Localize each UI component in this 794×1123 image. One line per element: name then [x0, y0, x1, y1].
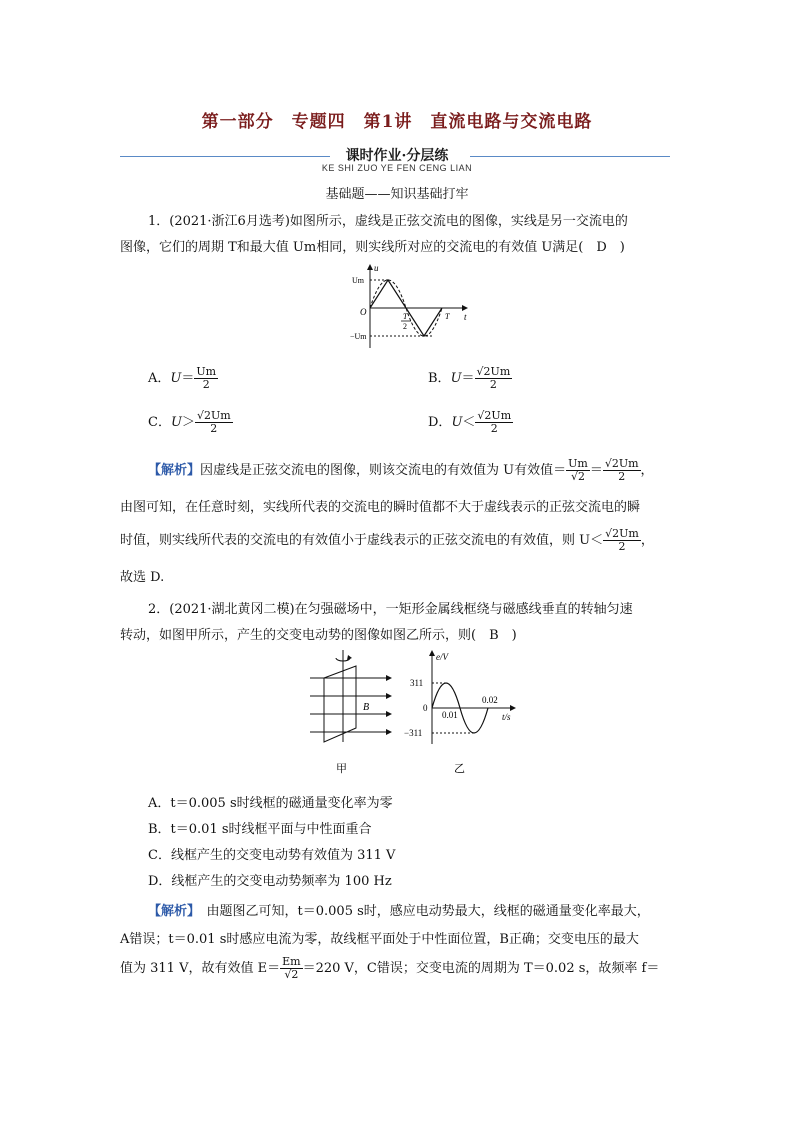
q1-analysis-tag: 【解析】 — [148, 463, 201, 478]
q1-t-label: T — [445, 312, 450, 321]
q2-field-arrow-icon-3 — [386, 711, 392, 717]
q1-axis-t-label: t — [464, 312, 467, 322]
q2-axis-t-label: t/s — [502, 712, 511, 722]
q2-analysis-line1: 【解析】 由题图乙可知，t＝0.005 s时，感应电动势最大，线框的磁通量变化率最大， — [148, 904, 650, 919]
q2-analysis-tag: 【解析】 — [148, 904, 194, 919]
q2-stem-line2: 转动，如图甲所示，产生的交变电动势的图像如图乙所示，则( B ) — [120, 628, 517, 643]
q1-analysis-line1: 【解析】因虚线是正弦交流电的图像，则该交流电的有效值为 U有效值＝ $\frac{Um}{√2}$ ＝ $\frac{√2Um}{2}$ ， — [148, 457, 654, 483]
q2-neg311-label: −311 — [404, 728, 423, 738]
q2-caption-jia: 甲 — [336, 763, 347, 775]
q2-analysis-line2: A错误；t＝0.01 s时感应电流为零，故线框平面处于中性面位置，B正确；交变电压的最大 — [120, 932, 639, 947]
q2-coil-frame — [324, 666, 356, 742]
q2-analysis-line3: 值为 311 V，故有效值 E＝ $\frac{Em}{√2}$ ＝220 V，C错误；交变电流的周期为 T＝0.02 s，故频率 f＝ — [120, 955, 660, 981]
q1-u-axis-arrow-icon — [367, 264, 373, 270]
q2-b-label: B — [363, 702, 370, 713]
q1-t-half-den: 2 — [403, 322, 407, 331]
q2-caption-yi: 乙 — [454, 763, 465, 775]
q1-stem-line2: 图像，它们的周期 T和最大值 Um相同，则实线所对应的交流电的有效值 U满足( D ) — [120, 240, 625, 255]
q2-e-axis-arrow-icon — [429, 650, 435, 656]
section-banner: 课时作业·分层练 — [345, 148, 449, 164]
q2-311-label: 311 — [410, 678, 424, 688]
q1-origin-label: O — [360, 307, 367, 317]
q1-t-axis-arrow-icon — [462, 305, 468, 311]
q2-t-axis-arrow-icon — [510, 705, 516, 711]
q2-coil-figure-jia — [306, 648, 396, 778]
q2-zero-label: 0 — [423, 703, 428, 713]
q1-analysis-line3: 时值，则实线所代表的交流电的有效值小于虚线表示的正弦交流电的有效值，则 U＜ $\frac{√2Um}{2}$ ， — [120, 527, 654, 553]
q1-waveform-figure — [350, 262, 470, 352]
section-heading: 基础题——知识基础打牢 — [325, 187, 469, 202]
q2-field-arrow-icon-1 — [386, 675, 392, 681]
page-title: 第一部分 专题四 第1讲 直流电路与交流电路 — [201, 112, 593, 132]
q2-t001-label: 0.01 — [442, 710, 458, 720]
q2-option-b: B．t＝0.01 s时线框平面与中性面重合 — [148, 822, 372, 837]
q1-option-d: D．U＜ $\frac{√2Um}{2}$ — [428, 409, 512, 435]
q2-emf-graph-yi — [398, 648, 528, 778]
q1-option-a: A．U＝ $\frac{Um}{2}$ — [148, 365, 217, 391]
q2-stem-line1: 2．(2021·湖北黄冈二模)在匀强磁场中，一矩形金属线框绕与磁感线垂直的转轴匀速 — [148, 602, 633, 617]
q2-axis-e-label: e/V — [436, 652, 448, 662]
q1-stem-line1: 1．(2021·浙江6月选考)如图所示，虚线是正弦交流电的图像，实线是另一交流电的 — [148, 214, 628, 229]
q1-analysis-line4: 故选 D. — [120, 570, 165, 585]
q1-option-b: B．U＝ $\frac{√2Um}{2}$ — [428, 365, 511, 391]
q1-axis-u-label: u — [374, 263, 379, 273]
q2-field-arrow-icon-2 — [386, 693, 392, 699]
q1-option-c: C．U＞ $\frac{√2Um}{2}$ — [148, 409, 231, 435]
q1-um-label: Um — [352, 276, 364, 285]
q1-neg-um-label: −Um — [350, 332, 367, 341]
q2-field-arrow-icon-4 — [386, 729, 392, 735]
q2-t002-label: 0.02 — [482, 695, 498, 705]
q2-option-a: A．t＝0.005 s时线框的磁通量变化率为零 — [148, 796, 393, 811]
q2-option-d: D．线框产生的交变电动势频率为 100 Hz — [148, 874, 392, 889]
section-banner-pinyin: KE SHI ZUO YE FEN CENG LIAN — [321, 163, 473, 173]
q1-t-half-num: T — [403, 312, 408, 321]
q1-analysis-line2: 由图可知，在任意时刻，实线所代表的交流电的瞬时值都不大于虚线表示的正弦交流电的瞬 — [120, 500, 641, 515]
q2-option-c: C．线框产生的交变电动势有效值为 311 V — [148, 848, 396, 863]
